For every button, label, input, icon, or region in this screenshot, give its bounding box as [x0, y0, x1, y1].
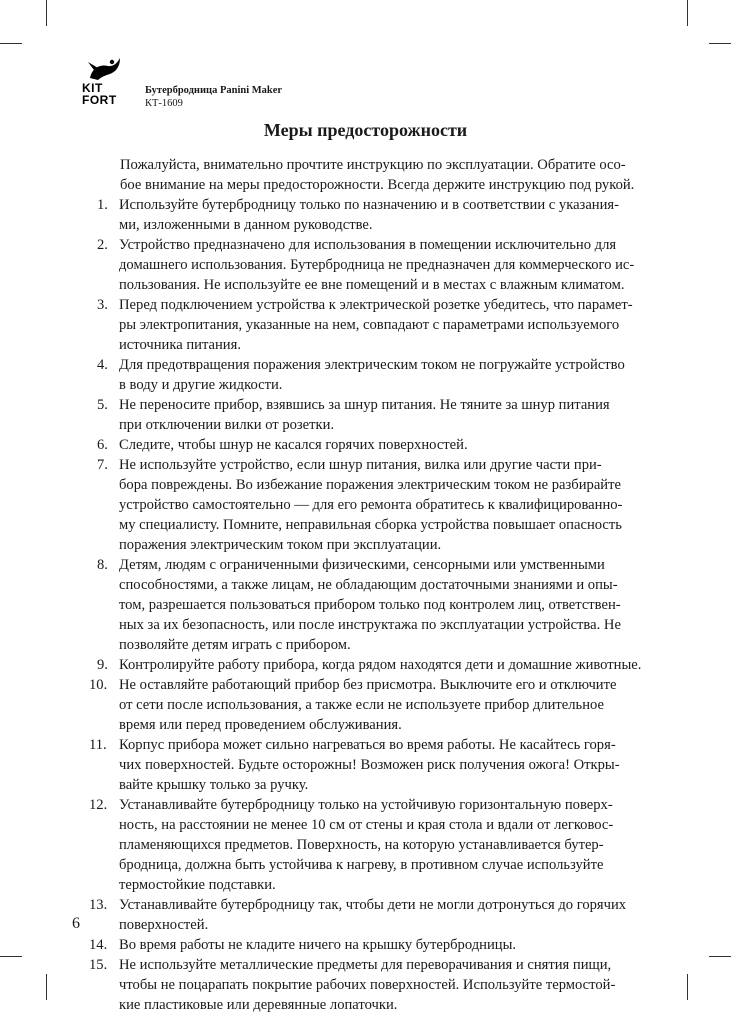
crop-mark-bottom-left: [46, 974, 47, 1000]
item-text-line: устройство самостоятельно — для его ремонта обратитесь к квалифицированно-: [119, 497, 623, 513]
intro-line: бое внимание на меры предосторожности. Всегда держите инструкцию под рукой.: [120, 177, 635, 193]
intro-line: Пожалуйста, внимательно прочтите инструкцию по эксплуатации. Обратите осо-: [120, 157, 626, 173]
crop-mark-top-left: [46, 0, 47, 26]
logo-line-2: FORT: [82, 93, 117, 107]
item-text-line: пламеняющихся предметов. Поверхность, на которую устанавливается бутер-: [119, 837, 604, 853]
page-number: 6: [72, 915, 80, 932]
item-text-line: Корпус прибора может сильно нагреваться во время работы. Не касайтесь горя-: [119, 737, 616, 753]
safety-item: [97, 395, 637, 435]
item-text-line: Устройство предназначено для использования в помещении исключительно для: [119, 237, 617, 253]
item-text-line: Для предотвращения поражения электрическим током не погружайте устройство: [119, 357, 625, 373]
safety-item: [97, 555, 637, 655]
item-text-line: Не используйте устройство, если шнур питания, вилка или другие части при-: [119, 457, 602, 473]
item-number: 11.: [89, 737, 107, 753]
item-number: 10.: [89, 677, 108, 693]
item-number: 9.: [97, 657, 108, 673]
item-text-line: способностями, а также лицам, не обладающим достаточными знаниями и опы-: [119, 577, 618, 593]
safety-content: [89, 155, 642, 1015]
item-text-line: Детям, людям с ограниченными физическими, сенсорными или умственными: [119, 557, 605, 573]
item-number: 7.: [97, 457, 108, 473]
item-text-line: чих поверхностей. Будьте осторожны! Возможен риск получения ожога! Откры-: [119, 757, 620, 773]
crop-mark-left-bottom: [0, 956, 22, 957]
item-text-line: от сети после использования, а также если не используете прибор длительное: [119, 697, 604, 713]
item-text-line: ры электропитания, указанные на нем, совпадают с параметрами используемого: [119, 317, 620, 333]
item-number: 13.: [89, 897, 108, 913]
safety-item: [97, 435, 637, 455]
logo-line-1: KIT: [82, 81, 103, 95]
safety-item: [97, 655, 642, 675]
product-model: КТ-1609: [145, 98, 183, 109]
item-text-line: Не переносите прибор, взявшись за шнур питания. Не тяните за шнур питания: [119, 397, 610, 413]
item-text-line: время или перед проведением обслуживания.: [119, 717, 402, 733]
safety-item: [97, 355, 637, 395]
safety-item: [97, 295, 637, 355]
item-text-line: поверхностей.: [119, 917, 209, 933]
item-text-line: пользования. Не используйте ее вне помещений и в местах с влажным климатом.: [119, 277, 625, 293]
item-number: 14.: [89, 937, 108, 953]
safety-list: [89, 195, 642, 1015]
item-text-line: Устанавливайте бутербродницу так, чтобы дети не могли дотронуться до горячих: [119, 897, 627, 913]
item-number: 3.: [97, 297, 108, 313]
item-text-line: бора повреждены. Во избежание поражения электрическим током не разбирайте: [119, 477, 621, 493]
safety-item: [89, 935, 637, 955]
item-text-line: при отключении вилки от розетки.: [119, 417, 335, 433]
item-text-line: ных за их безопасность, или после инструктажа по эксплуатации устройства. Не: [119, 617, 621, 633]
item-number: 5.: [97, 397, 108, 413]
item-text-line: ность, на расстоянии не менее 10 см от стены и края стола и вдали от легковос-: [119, 817, 614, 833]
safety-item: [97, 455, 637, 555]
safety-item: [89, 735, 637, 795]
crop-mark-bottom-right: [687, 974, 688, 1000]
item-text-line: кие пластиковые или деревянные лопаточки.: [119, 997, 398, 1013]
item-text-line: Контролируйте работу прибора, когда рядом находятся дети и домашние животные.: [119, 657, 642, 673]
item-text-line: Следите, чтобы шнур не касался горячих поверхностей.: [119, 437, 468, 453]
item-text-line: Используйте бутербродницу только по назначению и в соответствии с указания-: [119, 197, 619, 213]
item-text-line: вайте крышку только за ручку.: [119, 777, 309, 793]
safety-item: [89, 795, 637, 895]
safety-item: [89, 955, 637, 1015]
item-text-line: бродница, должна быть устойчива к нагреву, в противном случае используйте: [119, 857, 604, 873]
item-text-line: в воду и другие жидкости.: [119, 377, 283, 393]
safety-item: [97, 235, 637, 295]
intro-paragraph: [97, 155, 637, 195]
kitfort-wordmark: [82, 82, 134, 106]
kitfort-bird-icon: [88, 56, 122, 82]
safety-item: [97, 195, 637, 235]
item-number: 12.: [89, 797, 108, 813]
crop-mark-right-top: [709, 43, 731, 44]
item-number: 8.: [97, 557, 108, 573]
item-text-line: том, разрешается пользоваться прибором только под контролем лиц, ответствен-: [119, 597, 621, 613]
item-text-line: Не оставляйте работающий прибор без присмотра. Выключите его и отключите: [119, 677, 617, 693]
item-number: 2.: [97, 237, 108, 253]
crop-mark-left-top: [0, 43, 22, 44]
item-number: 1.: [97, 197, 108, 213]
safety-item: [89, 675, 637, 735]
item-text-line: чтобы не поцарапать покрытие рабочих поверхностей. Используйте термостой-: [119, 977, 616, 993]
safety-item: [89, 895, 637, 935]
item-text-line: Устанавливайте бутербродницу только на устойчивую горизонтальную поверх-: [119, 797, 613, 813]
page-title: Меры предосторожности: [263, 120, 468, 140]
item-text-line: ми, изложенными в данном руководстве.: [119, 217, 373, 233]
item-text-line: позволяйте детям играть с прибором.: [119, 637, 351, 653]
product-name: Бутербродница Panini Maker: [145, 85, 283, 96]
item-text-line: Не используйте металлические предметы для переворачивания и снятия пищи,: [119, 957, 612, 973]
crop-mark-right-bottom: [709, 956, 731, 957]
kitfort-logo: [82, 56, 134, 110]
item-text-line: источника питания.: [119, 337, 241, 353]
item-text-line: му специалисту. Помните, неправильная сборка устройства повышает опасность: [119, 517, 622, 533]
item-text-line: Перед подключением устройства к электрической розетке убедитесь, что парамет-: [119, 297, 633, 313]
item-text-line: термостойкие подставки.: [119, 877, 276, 893]
crop-mark-top-right: [687, 0, 688, 26]
item-text-line: Во время работы не кладите ничего на крышку бутербродницы.: [119, 937, 517, 953]
item-number: 15.: [89, 957, 108, 973]
product-info: [145, 84, 282, 110]
item-text-line: домашнего использования. Бутербродница не предназначен для коммерческого ис-: [119, 257, 635, 273]
item-text-line: поражения электрическим током при эксплуатации.: [119, 537, 442, 553]
item-number: 4.: [97, 357, 108, 373]
item-number: 6.: [97, 437, 108, 453]
